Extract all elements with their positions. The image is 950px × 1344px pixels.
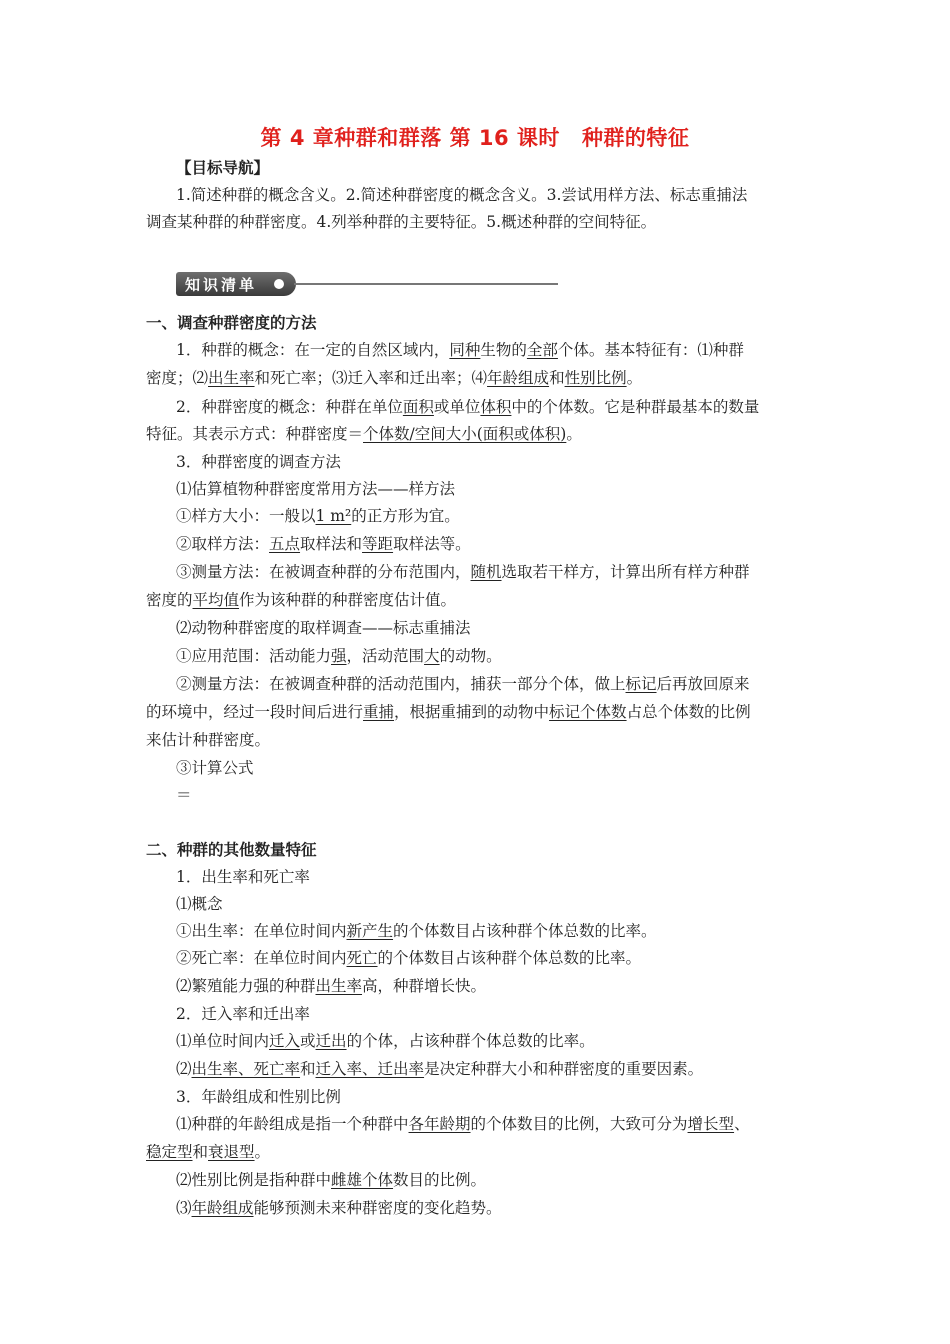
s1-p2-line1: 2．种群密度的概念：种群在单位面积或单位体积中的个体数。它是种群最基本的数量 (176, 398, 760, 416)
s1-p2-line2: 特征。其表示方式：种群密度＝个体数/空间大小(面积或体积)。 (146, 425, 582, 443)
section2-heading: 二、种群的其他数量特征 (146, 841, 317, 859)
s1-p8: ⑵动物种群密度的取样调查——标志重捕法 (176, 619, 471, 637)
s1-p5: ①样方大小：一般以1 m²的正方形为宜。 (176, 507, 460, 525)
s2-q4: ②死亡率：在单位时间内死亡的个体数目占该种群个体总数的比率。 (176, 949, 642, 967)
s2-q1: 1．出生率和死亡率 (176, 868, 310, 886)
bullet-icon (274, 279, 284, 289)
s2-q2: ⑴概念 (176, 895, 223, 913)
s1-p10-line2: 的环境中，经过一段时间后进行重捕，根据重捕到的动物中标记个体数占总个体数的比例 (146, 703, 751, 721)
s1-p7-line2: 密度的平均值作为该种群的种群密度估计值。 (146, 591, 457, 609)
title-topic: 种群的特征 (581, 126, 690, 150)
s2-q8: ⑵出生率、死亡率和迁入率、迁出率是决定种群大小和种群密度的重要因素。 (176, 1060, 704, 1078)
s1-p1-line2: 密度；⑵出生率和死亡率；⑶迁入率和迁出率；⑷年龄组成和性别比例。 (146, 369, 643, 387)
page-title (0, 122, 950, 152)
goal-heading: 【目标导航】 (176, 159, 270, 177)
s2-q11: ⑵性别比例是指种群中雌雄个体数目的比例。 (176, 1171, 487, 1189)
s1-p11: ③计算公式 (176, 759, 254, 777)
s2-q10-line2: 稳定型和衰退型。 (146, 1143, 271, 1161)
s2-q10-line1: ⑴种群的年龄组成是指一个种群中各年龄期的个体数目的比例，大致可分为增长型、 (176, 1115, 750, 1133)
s2-q3: ①出生率：在单位时间内新产生的个体数目占该种群个体总数的比率。 (176, 922, 657, 940)
s1-p10-line1: ②测量方法：在被调查种群的活动范围内，捕获一部分个体，做上标记后再放回原来 (176, 675, 750, 693)
knowledge-banner (176, 272, 558, 296)
s1-p9: ①应用范围：活动能力强，活动范围大的动物。 (176, 647, 502, 665)
s1-p7-line1: ③测量方法：在被调查种群的分布范围内，随机选取若干样方，计算出所有样方种群 (176, 563, 750, 581)
s1-p12: ＝ (176, 786, 192, 804)
s2-q5: ⑵繁殖能力强的种群出生率高，种群增长快。 (176, 977, 487, 995)
s1-p4: ⑴估算植物种群密度常用方法——样方法 (176, 480, 456, 498)
s1-p10-line3: 来估计种群密度。 (146, 731, 271, 749)
goal-line-2: 调查某种群的种群密度。4.列举种群的主要特征。5.概述种群的空间特征。 (146, 213, 657, 231)
s2-q6: 2．迁入率和迁出率 (176, 1005, 310, 1023)
s2-q9: 3．年龄组成和性别比例 (176, 1088, 341, 1106)
section1-heading: 一、调查种群密度的方法 (146, 314, 317, 332)
s1-p3: 3．种群密度的调查方法 (176, 453, 341, 471)
s2-q12: ⑶年龄组成能够预测未来种群密度的变化趋势。 (176, 1199, 502, 1217)
title-chapter: 第 4 章种群和群落 第 16 课时 (260, 126, 560, 150)
banner-rule (294, 283, 558, 285)
s1-p6: ②取样方法：五点取样法和等距取样法等。 (176, 535, 471, 553)
banner-label: 知识清单 (185, 276, 258, 294)
s2-q7: ⑴单位时间内迁入或迁出的个体，占该种群个体总数的比率。 (176, 1032, 595, 1050)
goal-line-1: 1.简述种群的概念含义。2.简述种群密度的概念含义。3.尝试用样方法、标志重捕法 (176, 186, 748, 204)
s1-p1-line1: 1．种群的概念：在一定的自然区域内，同种生物的全部个体。基本特征有：⑴种群 (176, 341, 744, 359)
